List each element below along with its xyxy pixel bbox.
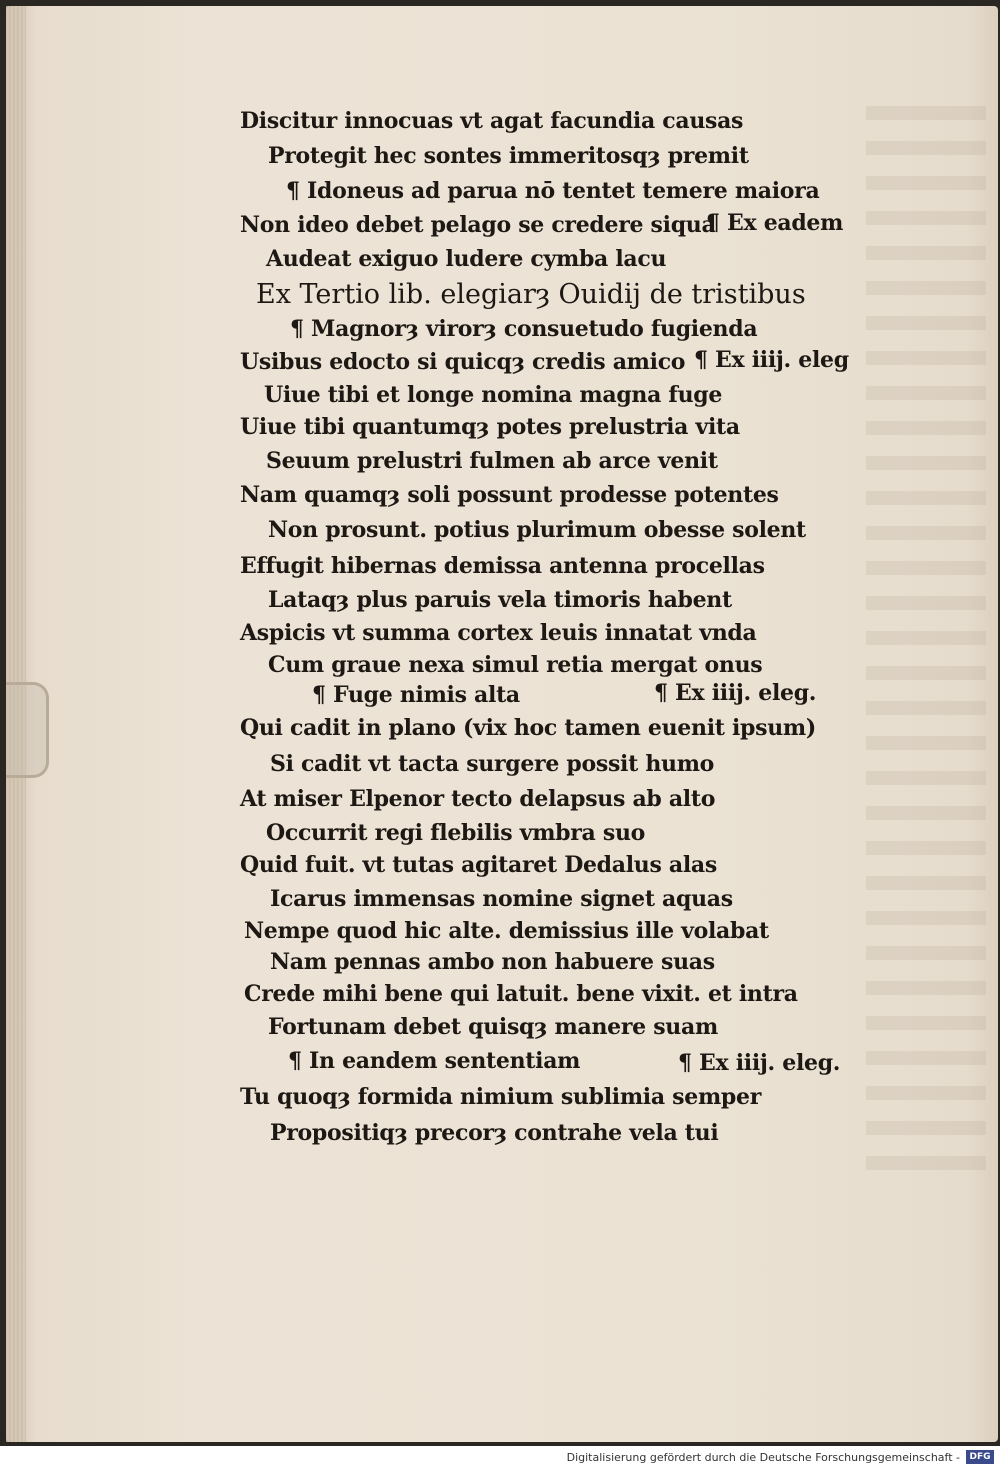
text-line: ¶ Magnorȝ virorȝ consuetudo fugienda (290, 316, 758, 342)
text-line: Seuum prelustri fulmen ab arce venit (266, 448, 718, 474)
text-line: Propositiqȝ precorȝ contrahe vela tui (270, 1120, 719, 1146)
text-line: Non prosunt. potius plurimum obesse solent (268, 517, 806, 543)
text-line: Discitur innocuas vt agat facundia causas (240, 108, 744, 134)
margin-note: ¶ Ex iiij. eleg. (678, 1050, 841, 1076)
text-line: Uiue tibi et longe nomina magna fuge (264, 382, 723, 408)
footer (0, 1446, 1000, 1472)
text-line: Aspicis vt summa cortex leuis innatat vnda (240, 620, 757, 646)
text-line: Protegit hec sontes immeritosqȝ premit (268, 143, 749, 169)
text-line: Quid fuit. vt tutas agitaret Dedalus alas (240, 852, 717, 878)
margin-note: ¶ Ex eadem (706, 210, 844, 236)
text-line: Tu quoqȝ formida nimium sublimia semper (240, 1084, 762, 1110)
text-line: At miser Elpenor tecto delapsus ab alto (240, 786, 716, 812)
margin-note: ¶ Ex iiij. eleg (694, 347, 849, 373)
text-line: Occurrit regi flebilis vmbra suo (266, 820, 646, 846)
text-line: ¶ Idoneus ad parua nō tentet temere maiora (286, 178, 820, 204)
text-line: Effugit hibernas demissa antenna procellas (240, 553, 765, 579)
funding-notice: Digitalisierung gefördert durch die Deutsche Forschungsgemeinschaft - (566, 1451, 960, 1464)
text-line: Qui cadit in plano (vix hoc tamen euenit ipsum) (240, 715, 816, 741)
page-clip (6, 682, 49, 778)
text-line: Usibus edocto si quicqȝ credis amico (240, 349, 686, 375)
text-line: Nam pennas ambo non habuere suas (270, 949, 715, 975)
text-line: Fortunam debet quisqȝ manere suam (268, 1014, 718, 1040)
text-line: Uiue tibi quantumqȝ potes prelustria vita (240, 414, 740, 440)
text-line: Non ideo debet pelago se credere siqua (240, 212, 716, 238)
text-line: ¶ In eandem sententiam (288, 1048, 581, 1074)
bleed-through-text (866, 106, 986, 1186)
text-line: Lataqȝ plus paruis vela timoris habent (268, 587, 732, 613)
text-line: Si cadit vt tacta surgere possit humo (270, 751, 715, 777)
section-heading: Ex Tertio lib. elegiarȝ Ouidij de tristibus (256, 279, 806, 310)
text-line: Icarus immensas nomine signet aquas (270, 886, 733, 912)
text-line: ¶ Fuge nimis alta (312, 682, 520, 708)
text-line: Crede mihi bene qui latuit. bene vixit. et intra (244, 981, 798, 1007)
dfg-logo: DFG (966, 1450, 994, 1464)
margin-note: ¶ Ex iiij. eleg. (654, 680, 817, 706)
text-line: Nam quamqȝ soli possunt prodesse potentes (240, 482, 779, 508)
text-line: Nempe quod hic alte. demissius ille volabat (244, 918, 769, 944)
text-line: Cum graue nexa simul retia mergat onus (268, 652, 763, 678)
text-line: Audeat exiguo ludere cymba lacu (266, 246, 667, 272)
